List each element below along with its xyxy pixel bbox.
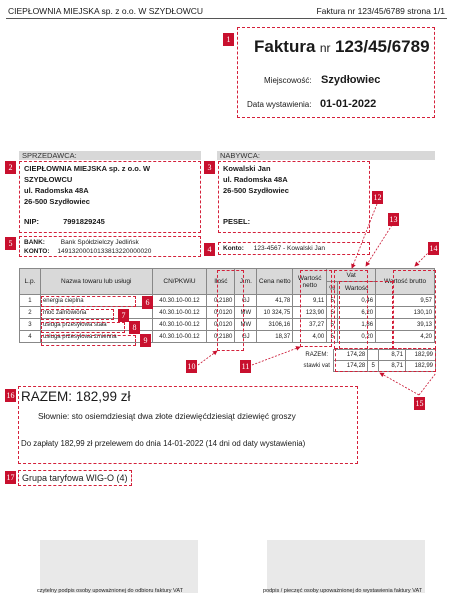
marker-17: 17 — [6, 473, 15, 482]
buyer-name: Kowalski Jan — [223, 164, 271, 173]
cell-cn: 40.30.10-00.12 — [152, 331, 207, 343]
cell-price: 41,78 — [257, 295, 293, 307]
stawki-net: 174,28 — [334, 361, 368, 372]
invoice-title-word: Faktura — [254, 37, 316, 56]
stawki-label: stawki vat — [303, 363, 330, 369]
th-vat-value: Wartość — [338, 282, 376, 295]
marker-8: 8 — [129, 321, 140, 334]
marker-16: 16 — [6, 391, 15, 400]
cell-vat: 0,46 — [338, 295, 376, 307]
razem-net: 174,28 — [334, 350, 368, 361]
cell-qty: 0,0120 — [207, 307, 235, 319]
marker-1: 1 — [223, 33, 234, 46]
cell-price: 10 324,75 — [257, 307, 293, 319]
totals-payment: Do zapłaty 182,99 zł przelewem do dnia 14-01-2022 (14 dni od daty wystawienia) — [21, 439, 306, 448]
issuer-signature-label: podpis / pieczęć osoby upoważnionej do wystawienia faktury VAT — [263, 588, 423, 594]
bank-label: BANK: — [24, 239, 45, 246]
razem-vat: 8,71 — [379, 350, 406, 361]
th-unit: J.m. — [235, 269, 257, 295]
invoice-nr-label: nr — [319, 41, 331, 55]
buyer-konto: 123-4567 - Kowalski Jan — [253, 245, 325, 252]
th-qty: Ilość — [207, 269, 235, 295]
buyer-city: 26-500 Szydłowiec — [223, 186, 289, 195]
cell-net: 37,27 — [293, 319, 327, 331]
th-net: Wartość netto — [293, 269, 327, 295]
konto-number: 14913200010133813220000020 — [57, 248, 152, 255]
seller-name-1: CIEPŁOWNIA MIEJSKA sp. z o.o. W — [24, 164, 151, 173]
cell-net: 9,11 — [293, 295, 327, 307]
cell-lp: 4 — [20, 331, 41, 343]
arrow-13 — [366, 225, 392, 266]
marker-13: 13 — [389, 215, 398, 224]
arrow-14 — [415, 251, 430, 266]
buyer-konto-label: Konto: — [223, 245, 244, 252]
receiver-signature-label: czytelny podpis osoby upoważnionej do odbioru faktury VAT — [37, 588, 183, 594]
cell-cn: 40.30.10-00.12 — [152, 307, 207, 319]
razem-label: RAZEM: — [305, 352, 329, 358]
totals-razem: RAZEM: 182,99 zł — [21, 389, 131, 404]
th-cn: CN/PKWiU — [152, 269, 207, 295]
cell-price: 18,37 — [257, 331, 293, 343]
arrow-15 — [380, 373, 419, 395]
cell-unit: MW — [235, 319, 257, 331]
cell-qty: 0,0120 — [207, 319, 235, 331]
cell-vat: 6,20 — [338, 307, 376, 319]
tariff-box: Grupa taryfowa WIG-O (4) — [18, 470, 132, 486]
date-value: 01-01-2022 — [319, 98, 377, 110]
arrow-11 — [252, 347, 300, 365]
cell-name: usługa przesyłowa stała — [40, 319, 152, 331]
th-price: Cena netto — [257, 269, 293, 295]
cell-name: moc zamówiona — [40, 307, 152, 319]
th-name: Nazwa towaru lub usługi — [40, 269, 152, 295]
stawki-pct: 5 — [368, 361, 379, 372]
cell-gross: 9,57 — [376, 295, 435, 307]
seller-nip-label: NIP: — [24, 217, 39, 226]
cell-vat: 1,86 — [338, 319, 376, 331]
seller-city: 26-500 Szydłowiec — [24, 197, 90, 206]
marker-4: 4 — [204, 243, 215, 256]
marker-10: 10 — [187, 362, 196, 371]
marker-11: 11 — [241, 362, 250, 371]
marker-14: 14 — [429, 244, 438, 253]
cell-lp: 2 — [20, 307, 41, 319]
razem-gross: 182,99 — [406, 350, 436, 361]
th-gross: Wartość brutto — [376, 269, 435, 295]
cell-unit: GJ — [235, 331, 257, 343]
totals-words: Słownie: sto osiemdziesiąt dwa złote dziewięćdziesiąt dziewięć groszy — [38, 411, 296, 421]
cell-lp: 1 — [20, 295, 41, 307]
place-value: Szydłowiec — [321, 74, 381, 86]
stawki-vat: 8,71 — [379, 361, 406, 372]
invoice-number: 123/45/6789 — [335, 37, 430, 56]
cell-vat: 0,20 — [338, 331, 376, 343]
seller-name-2: SZYDŁOWCU — [24, 175, 73, 184]
cell-unit: GJ — [235, 295, 257, 307]
marker-6: 6 — [142, 296, 153, 309]
marker-7: 7 — [118, 309, 129, 322]
th-vat: Vat — [327, 269, 376, 282]
cell-qty: 0,2180 — [207, 295, 235, 307]
cell-gross: 4,20 — [376, 331, 435, 343]
seller-nip: 7991829245 — [63, 217, 105, 226]
th-vat-pct: % — [327, 282, 338, 295]
stawki-gross: 182,99 — [406, 361, 436, 372]
cell-cn: 40.30.10-00.12 — [152, 295, 207, 307]
th-lp: L.p. — [20, 269, 41, 295]
konto-label: KONTO: — [24, 248, 50, 255]
cell-price: 3106,16 — [257, 319, 293, 331]
cell-pct: 5 — [327, 307, 338, 319]
cell-lp: 3 — [20, 319, 41, 331]
buyer-pesel-label: PESEL: — [223, 217, 251, 226]
cell-pct: 5 — [327, 331, 338, 343]
marker-12: 12 — [373, 193, 382, 202]
buyer-street: ul. Radomska 48A — [223, 175, 288, 184]
date-label: Data wystawienia: — [247, 100, 312, 109]
cell-gross: 39,13 — [376, 319, 435, 331]
arrow-15b — [419, 373, 436, 395]
cell-unit: MW — [235, 307, 257, 319]
cell-cn: 40.30.10-00.12 — [152, 319, 207, 331]
cell-pct: 5 — [327, 295, 338, 307]
marker-9: 9 — [140, 334, 151, 347]
cell-name: energia cieplna — [40, 295, 152, 307]
marker-15: 15 — [415, 399, 424, 408]
arrow-12 — [352, 204, 377, 268]
cell-pct: 5 — [327, 319, 338, 331]
company-name-header: CIEPŁOWNIA MIEJSKA sp. z o.o. W SZYDŁOWCU — [8, 6, 204, 16]
cell-qty: 0,2180 — [207, 331, 235, 343]
arrow-10 — [198, 351, 217, 365]
cell-net: 4,00 — [293, 331, 327, 343]
marker-3: 3 — [204, 161, 215, 174]
buyer-heading: NABYWCA: — [217, 151, 435, 160]
bank-name: Bank Spółdzielczy Jedlińsk — [60, 239, 139, 246]
marker-5: 5 — [5, 237, 16, 250]
marker-2: 2 — [5, 161, 16, 174]
place-label: Miejscowość: — [264, 76, 312, 85]
cell-name: usługa przesyłowa zmienna — [40, 331, 152, 343]
page-info: Faktura nr 123/45/6789 strona 1/1 — [316, 6, 445, 16]
cell-net: 123,90 — [293, 307, 327, 319]
cell-gross: 130,10 — [376, 307, 435, 319]
seller-street: ul. Radomska 48A — [24, 186, 89, 195]
seller-heading: SPRZEDAWCA: — [19, 151, 201, 160]
